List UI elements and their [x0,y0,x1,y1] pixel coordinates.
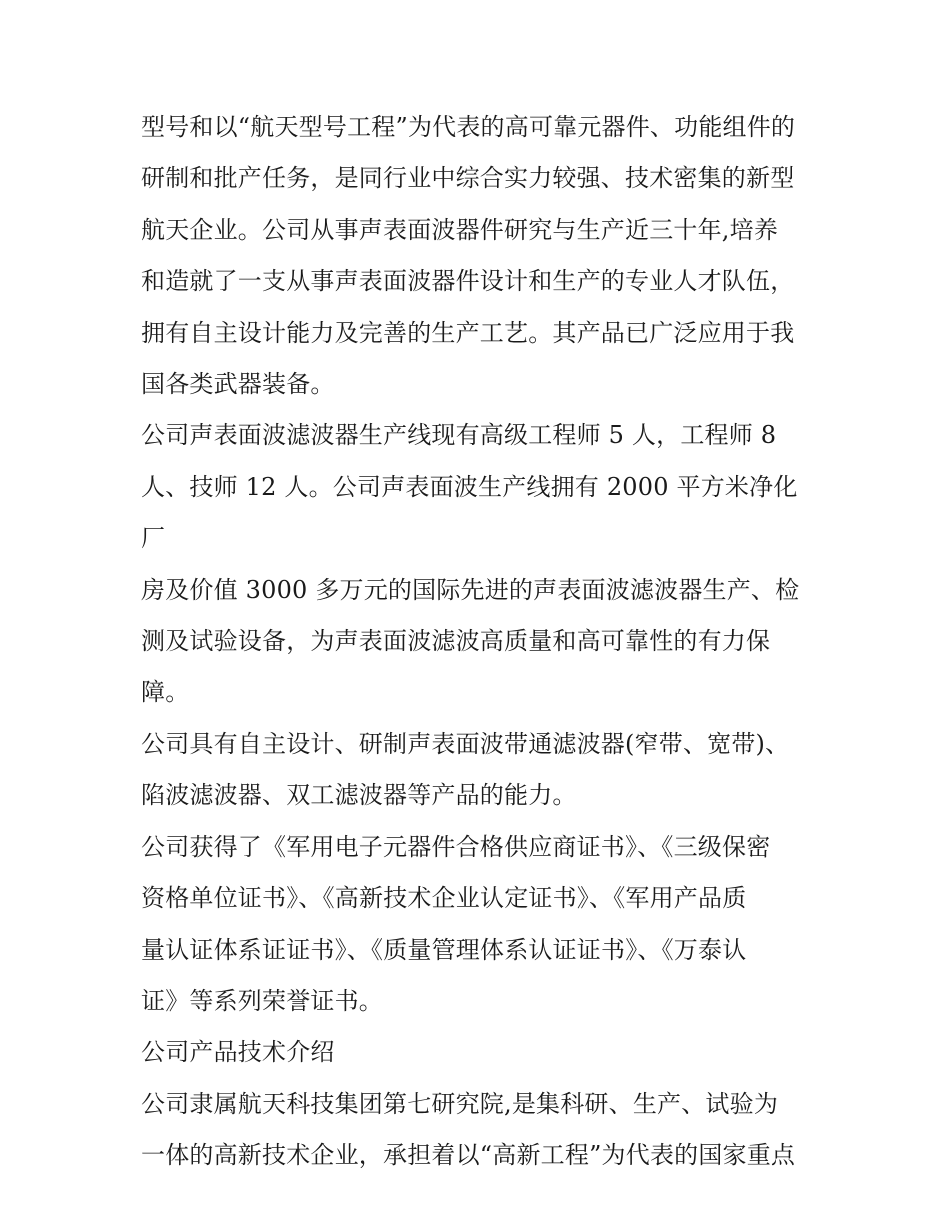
document-body [141,102,821,1182]
section-heading-product-technology: 公司产品技术介绍 [141,1038,335,1067]
paragraph-design-capability: 公司具有自主设计、研制声表面波带通滤波器(窄带、宽带)、 陷波滤波器、双工滤波器等产品的能力。 [141,729,790,810]
paragraph-company-affiliation: 公司隶属航天科技集团第七研究院,是集科研、生产、试验为 一体的高新技术企业，承担着以“高新工程”为代表的国家重点 [141,1089,796,1170]
paragraph-company-overview: 型号和以“航天型号工程”为代表的高可靠元器件、功能组件的 研制和批产任务，是同行业中综合实力较强、技术密集的新型 航天企业。公司从事声表面波器件研究与生产近三十年,培养 和造就了一支从事声表面波器件设计和生产的专业人才队伍， 拥有自主设计能力及完善的生产工艺。其产品已广泛应用于我 国各类武器装备。 [141,113,796,399]
paragraph-certificates: 公司获得了《军用电子元器件合格供应商证书》、《三级保密 资格单位证书》、《高新技术企业认定证书》、《军用产品质 量认证体系证证书》、《质量管理体系认证证书》、《万泰认 证》等系列荣誉证书。 [141,832,771,1015]
paragraph-production-line: 公司声表面波滤波器生产线现有高级工程师 5 人，工程师 8 人、技师 12 人。公司声表面波生产线拥有 2000 平方米净化厂 房及价值 3000 多万元的国际先进的声表面波滤波器生产、检 测及试验设备，为声表面波滤波高质量和高可靠性的有力保 障。 [141,421,800,707]
